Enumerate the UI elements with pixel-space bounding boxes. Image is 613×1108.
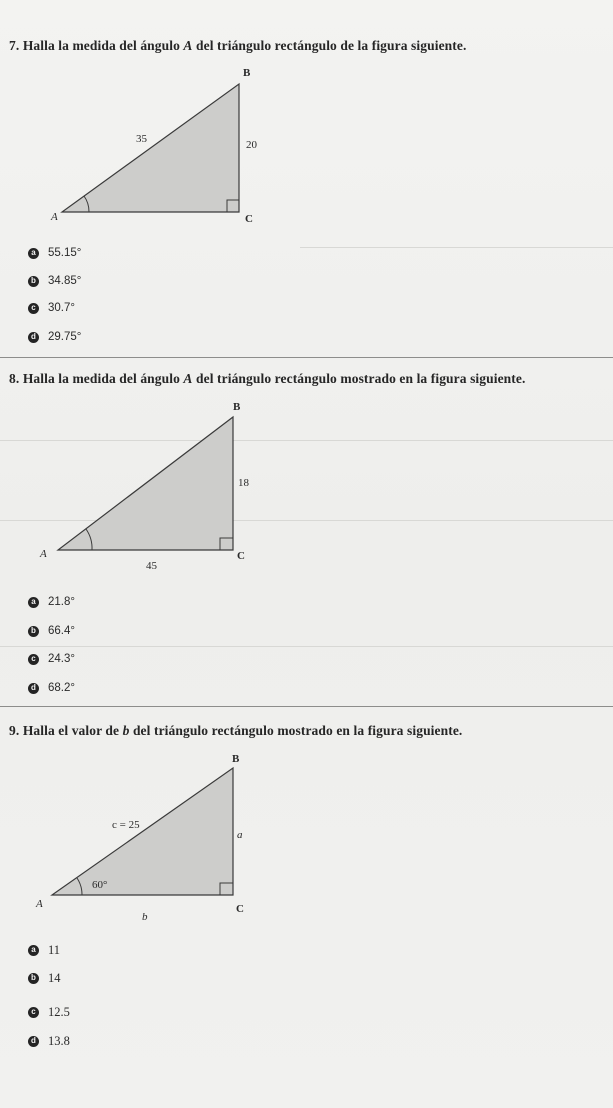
option-letter-badge: d xyxy=(28,1036,39,1047)
option-text: 68.2° xyxy=(48,682,75,694)
question-9-option-a[interactable] xyxy=(28,942,60,958)
vertical-side-label: a xyxy=(237,829,243,841)
question-text: Halla la medida del ángulo xyxy=(22,371,184,386)
option-letter-badge: d xyxy=(28,683,39,694)
vertex-a-label: A xyxy=(36,898,43,910)
option-letter-badge: b xyxy=(28,626,39,637)
vertical-side-label: 20 xyxy=(246,139,257,151)
vertex-a-label: A xyxy=(51,211,58,223)
option-letter-badge: c xyxy=(28,303,39,314)
option-text: 12.5 xyxy=(48,1004,70,1019)
vertex-a-label: A xyxy=(40,548,47,560)
option-letter-badge: a xyxy=(28,248,39,259)
background-line xyxy=(0,646,613,647)
question-7-triangle-figure xyxy=(40,60,270,230)
question-8-triangle-figure xyxy=(30,395,270,575)
option-text: 34.85° xyxy=(48,275,82,287)
option-letter-badge: d xyxy=(28,332,39,343)
question-9-option-c[interactable] xyxy=(28,1004,70,1020)
hypotenuse-label: 35 xyxy=(136,133,147,145)
option-text: 30.7° xyxy=(48,302,75,314)
question-9-option-d[interactable] xyxy=(28,1033,70,1049)
option-letter-badge: b xyxy=(28,276,39,287)
question-9-option-b[interactable] xyxy=(28,970,61,986)
question-7-option-b[interactable] xyxy=(28,273,81,289)
section-divider xyxy=(0,357,613,358)
vertex-c-label: C xyxy=(245,213,253,225)
option-text: 24.3° xyxy=(48,653,75,665)
vertex-c-label: C xyxy=(236,903,244,915)
option-letter-badge: c xyxy=(28,654,39,665)
question-7-option-c[interactable] xyxy=(28,300,75,316)
question-8-option-b[interactable] xyxy=(28,623,75,639)
option-text: 11 xyxy=(48,942,61,957)
question-number: 8. xyxy=(9,371,20,386)
question-9-title xyxy=(9,723,462,739)
question-8-option-d[interactable] xyxy=(28,680,75,696)
vertex-b-label: B xyxy=(233,401,241,413)
vertex-b-label: B xyxy=(243,67,251,79)
question-7-option-a[interactable] xyxy=(28,245,81,261)
question-variable: A xyxy=(183,371,193,386)
vertical-side-label: 18 xyxy=(238,477,249,489)
vertex-c-label: C xyxy=(237,550,245,562)
option-letter-badge: a xyxy=(28,597,39,608)
question-variable: b xyxy=(122,723,130,738)
option-letter-badge: b xyxy=(28,973,39,984)
right-triangle xyxy=(62,84,239,212)
question-variable: A xyxy=(183,38,193,53)
question-text: del triángulo rectángulo mostrado en la figura siguiente. xyxy=(192,371,526,386)
background-line xyxy=(300,247,613,248)
question-number: 7. xyxy=(9,38,20,53)
option-letter-badge: c xyxy=(28,1007,39,1018)
question-text: del triángulo rectángulo de la figura siguiente. xyxy=(192,38,467,53)
question-number: 9. xyxy=(9,723,20,738)
section-divider xyxy=(0,706,613,707)
right-triangle xyxy=(52,768,233,895)
vertex-b-label: B xyxy=(232,753,240,765)
angle-label: 60° xyxy=(92,879,108,891)
question-text: del triángulo rectángulo mostrado en la figura siguiente. xyxy=(129,723,463,738)
option-text: 29.75° xyxy=(48,331,82,343)
question-9-triangle-figure xyxy=(30,752,270,932)
question-8-option-a[interactable] xyxy=(28,594,75,610)
hypotenuse-label: c = 25 xyxy=(112,819,140,831)
question-text: Halla la medida del ángulo xyxy=(22,38,184,53)
question-7-title xyxy=(9,38,466,54)
question-text: Halla el valor de xyxy=(22,723,123,738)
question-7-option-d[interactable] xyxy=(28,329,81,345)
horizontal-side-label: b xyxy=(142,911,148,923)
option-text: 55.15° xyxy=(48,247,82,259)
option-text: 21.8° xyxy=(48,596,75,608)
option-letter-badge: a xyxy=(28,945,39,956)
option-text: 14 xyxy=(48,970,61,985)
right-triangle xyxy=(58,417,233,550)
question-8-option-c[interactable] xyxy=(28,651,75,667)
option-text: 66.4° xyxy=(48,625,75,637)
option-text: 13.8 xyxy=(48,1033,70,1048)
horizontal-side-label: 45 xyxy=(146,560,157,572)
question-8-title xyxy=(9,371,525,387)
